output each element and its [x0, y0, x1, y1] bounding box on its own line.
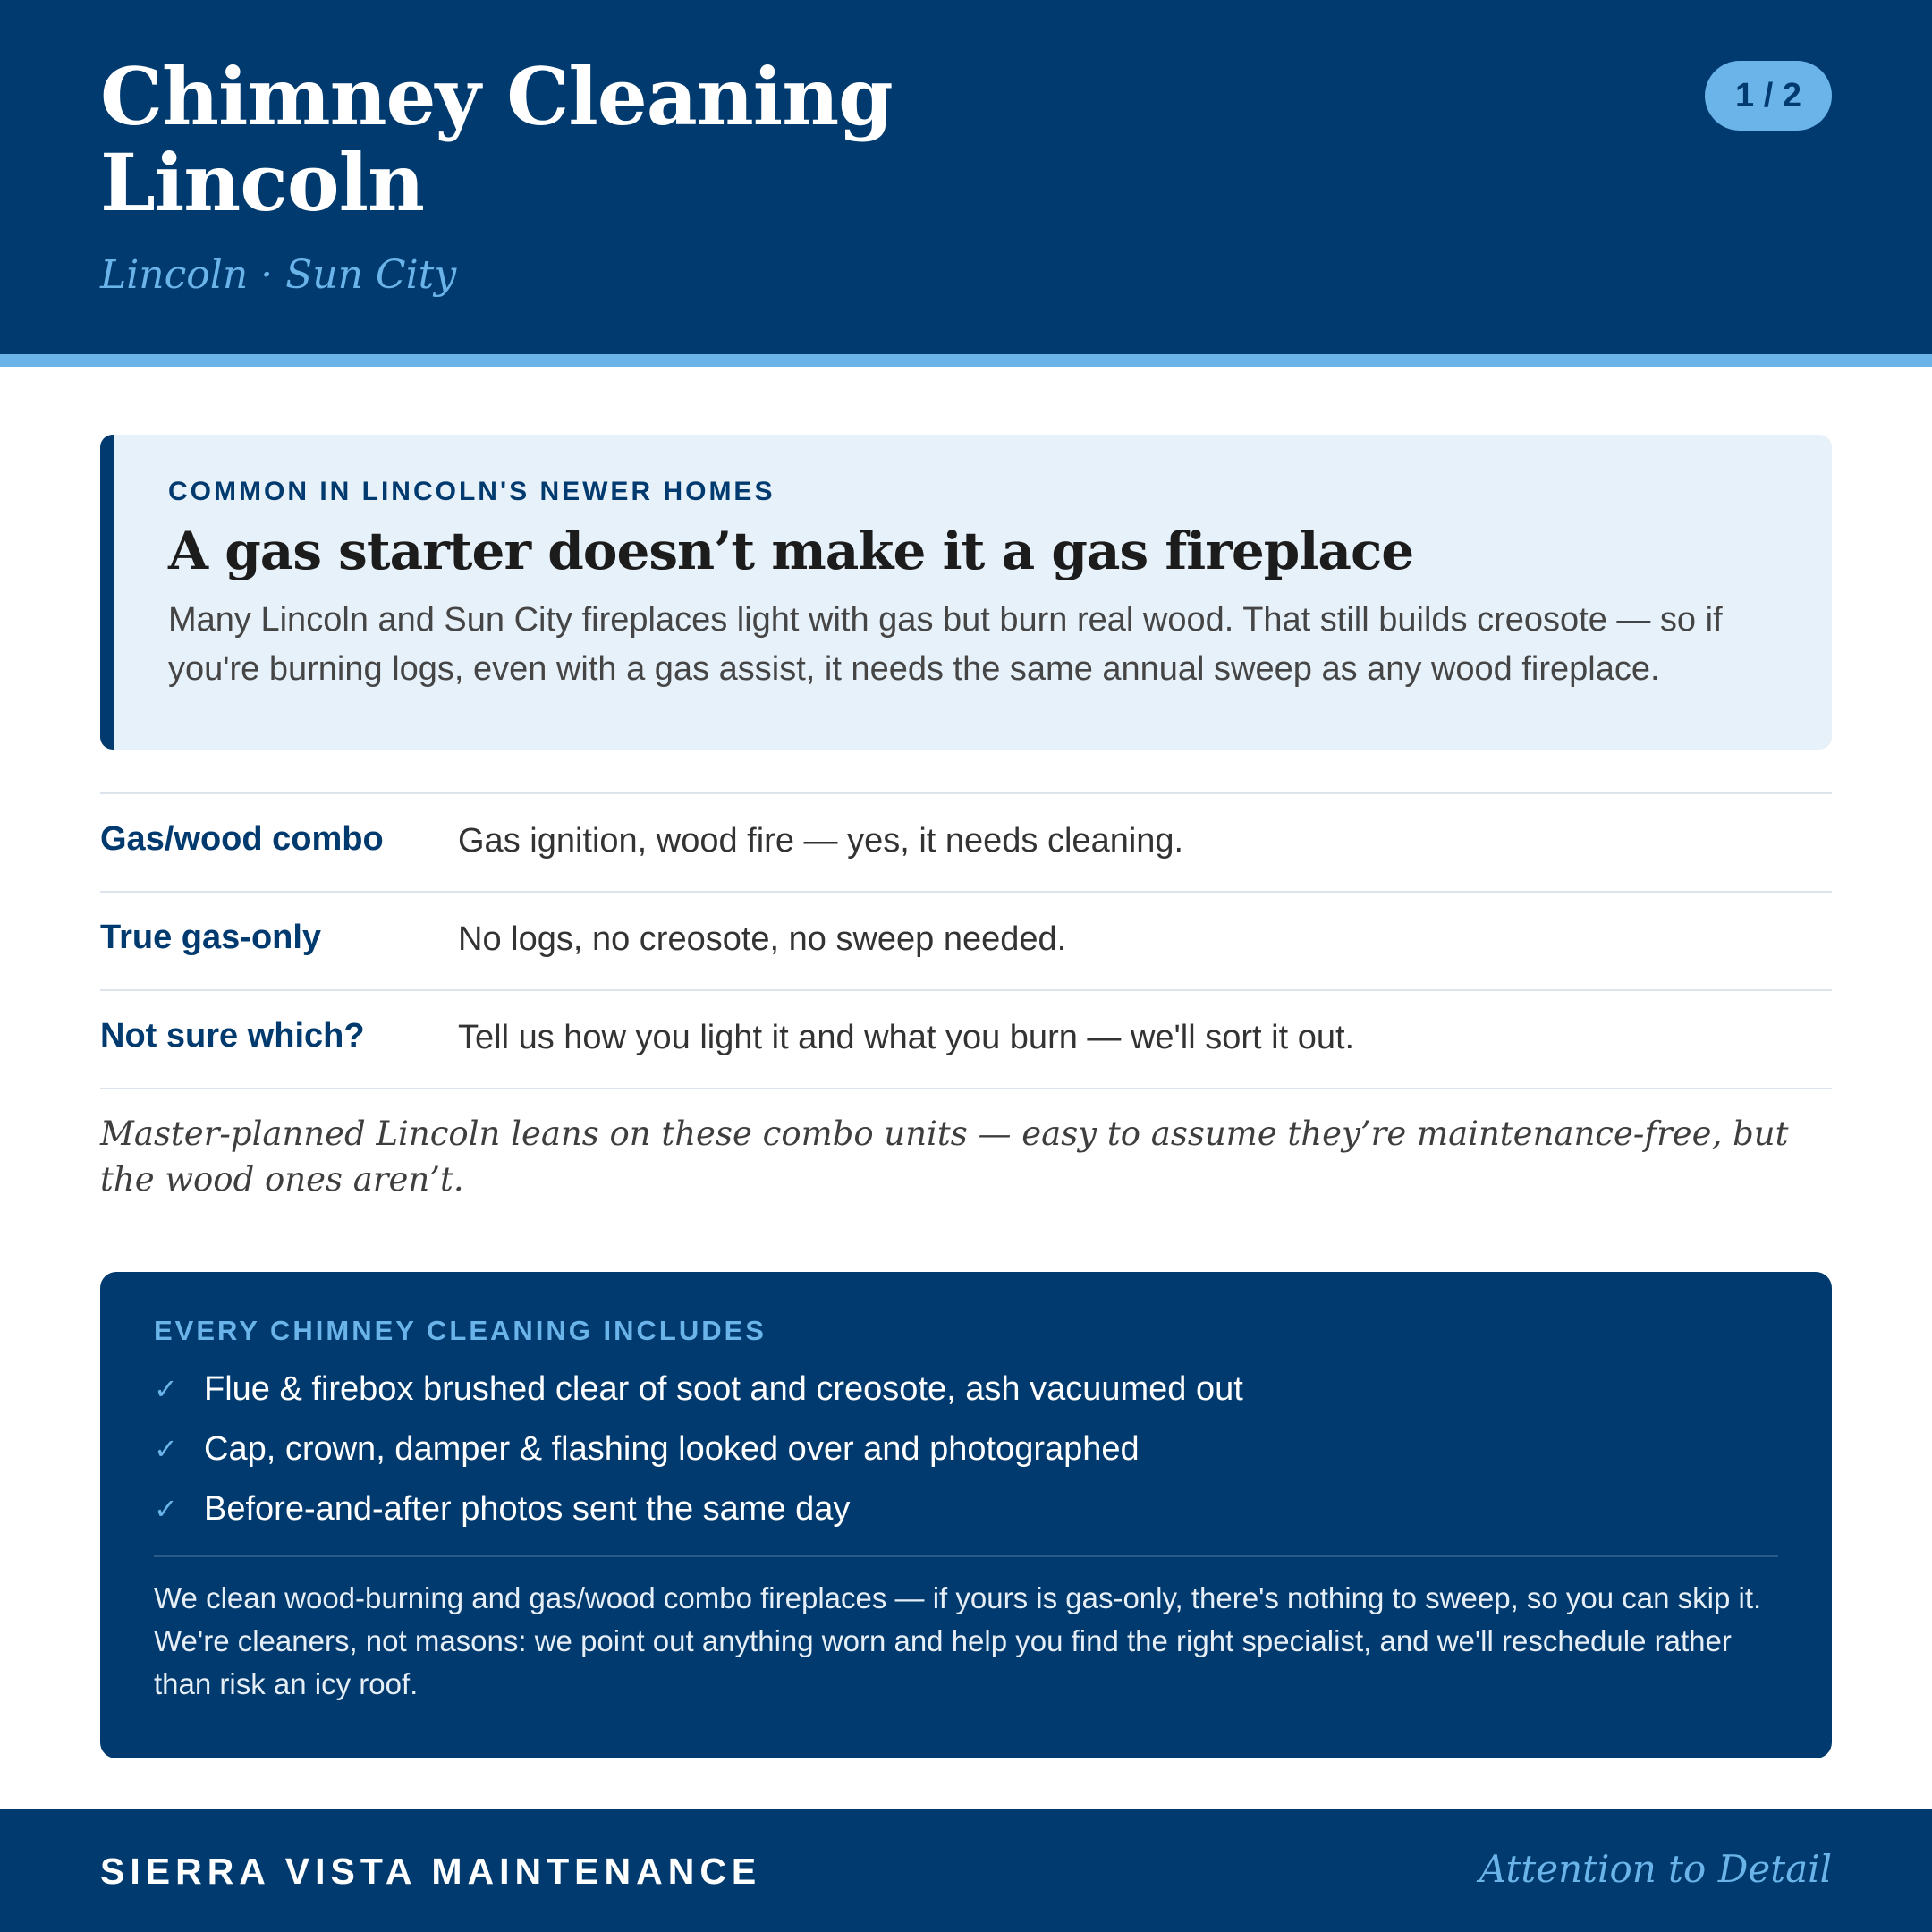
- header-banner: [0, 0, 1932, 354]
- brand-tagline: Attention to Detail: [1479, 1847, 1832, 1891]
- gas-starter-callout: [100, 435, 1832, 750]
- list-item-text: Cap, crown, damper & flashing looked over and photographed: [204, 1430, 1140, 1468]
- table-row: [100, 991, 1832, 1089]
- row-label: Not sure which?: [100, 1017, 365, 1055]
- row-label: Gas/wood combo: [100, 820, 384, 858]
- title-line-1: Chimney Cleaning: [100, 50, 893, 143]
- service-area-subtitle: Lincoln · Sun City: [100, 252, 457, 298]
- table-row: [100, 794, 1832, 893]
- title-line-2: Lincoln: [100, 136, 424, 229]
- list-item: [154, 1479, 1778, 1539]
- row-value: Tell us how you light it and what you burn — we'll sort it out.: [458, 1019, 1355, 1056]
- row-label: True gas-only: [100, 919, 322, 956]
- checkmark-icon: ✓: [154, 1372, 178, 1406]
- checkmark-icon: ✓: [154, 1492, 178, 1526]
- footer-bar: [0, 1809, 1932, 1932]
- list-item-text: Flue & firebox brushed clear of soot and creosote, ash vacuumed out: [204, 1370, 1243, 1408]
- combo-units-note: Master-planned Lincoln leans on these combo units — easy to assume they’re maintenance-free, but the wood ones aren’t.: [100, 1114, 1789, 1199]
- callout-heading: A gas starter doesn’t make it a gas fireplace: [168, 521, 1414, 581]
- includes-kicker: EVERY CHIMNEY CLEANING INCLUDES: [154, 1315, 767, 1346]
- table-row: [100, 893, 1832, 991]
- list-item: [154, 1419, 1778, 1479]
- page-title: [100, 50, 893, 229]
- header-accent-stripe: [0, 354, 1932, 367]
- callout-body: Many Lincoln and Sun City fireplaces light with gas but burn real wood. That still builds creosote — so if you're burning logs, even with a gas assist, it needs the same annual sweep as any wood fireplace.: [168, 601, 1723, 688]
- page-indicator-badge: 1 / 2: [1705, 61, 1832, 131]
- fireplace-type-table: [100, 792, 1832, 1089]
- brand-name: SIERRA VISTA MAINTENANCE: [100, 1851, 762, 1892]
- callout-kicker: COMMON IN LINCOLN'S NEWER HOMES: [168, 477, 775, 506]
- row-value: No logs, no creosote, no sweep needed.: [458, 920, 1067, 958]
- includes-footnote: We clean wood-burning and gas/wood combo fireplaces — if yours is gas-only, there's nothing to sweep, so you can skip it. We're cleaners, not masons: we point out anything worn and help you find the right specialist, and we'll reschedule rather than risk an icy roof.: [154, 1581, 1762, 1700]
- includes-list: [154, 1360, 1778, 1539]
- list-item-text: Before-and-after photos sent the same day: [204, 1490, 851, 1528]
- checkmark-icon: ✓: [154, 1432, 178, 1466]
- row-value: Gas ignition, wood fire — yes, it needs cleaning.: [458, 822, 1184, 860]
- includes-panel: [100, 1272, 1832, 1758]
- includes-divider: [154, 1555, 1778, 1557]
- list-item: [154, 1360, 1778, 1419]
